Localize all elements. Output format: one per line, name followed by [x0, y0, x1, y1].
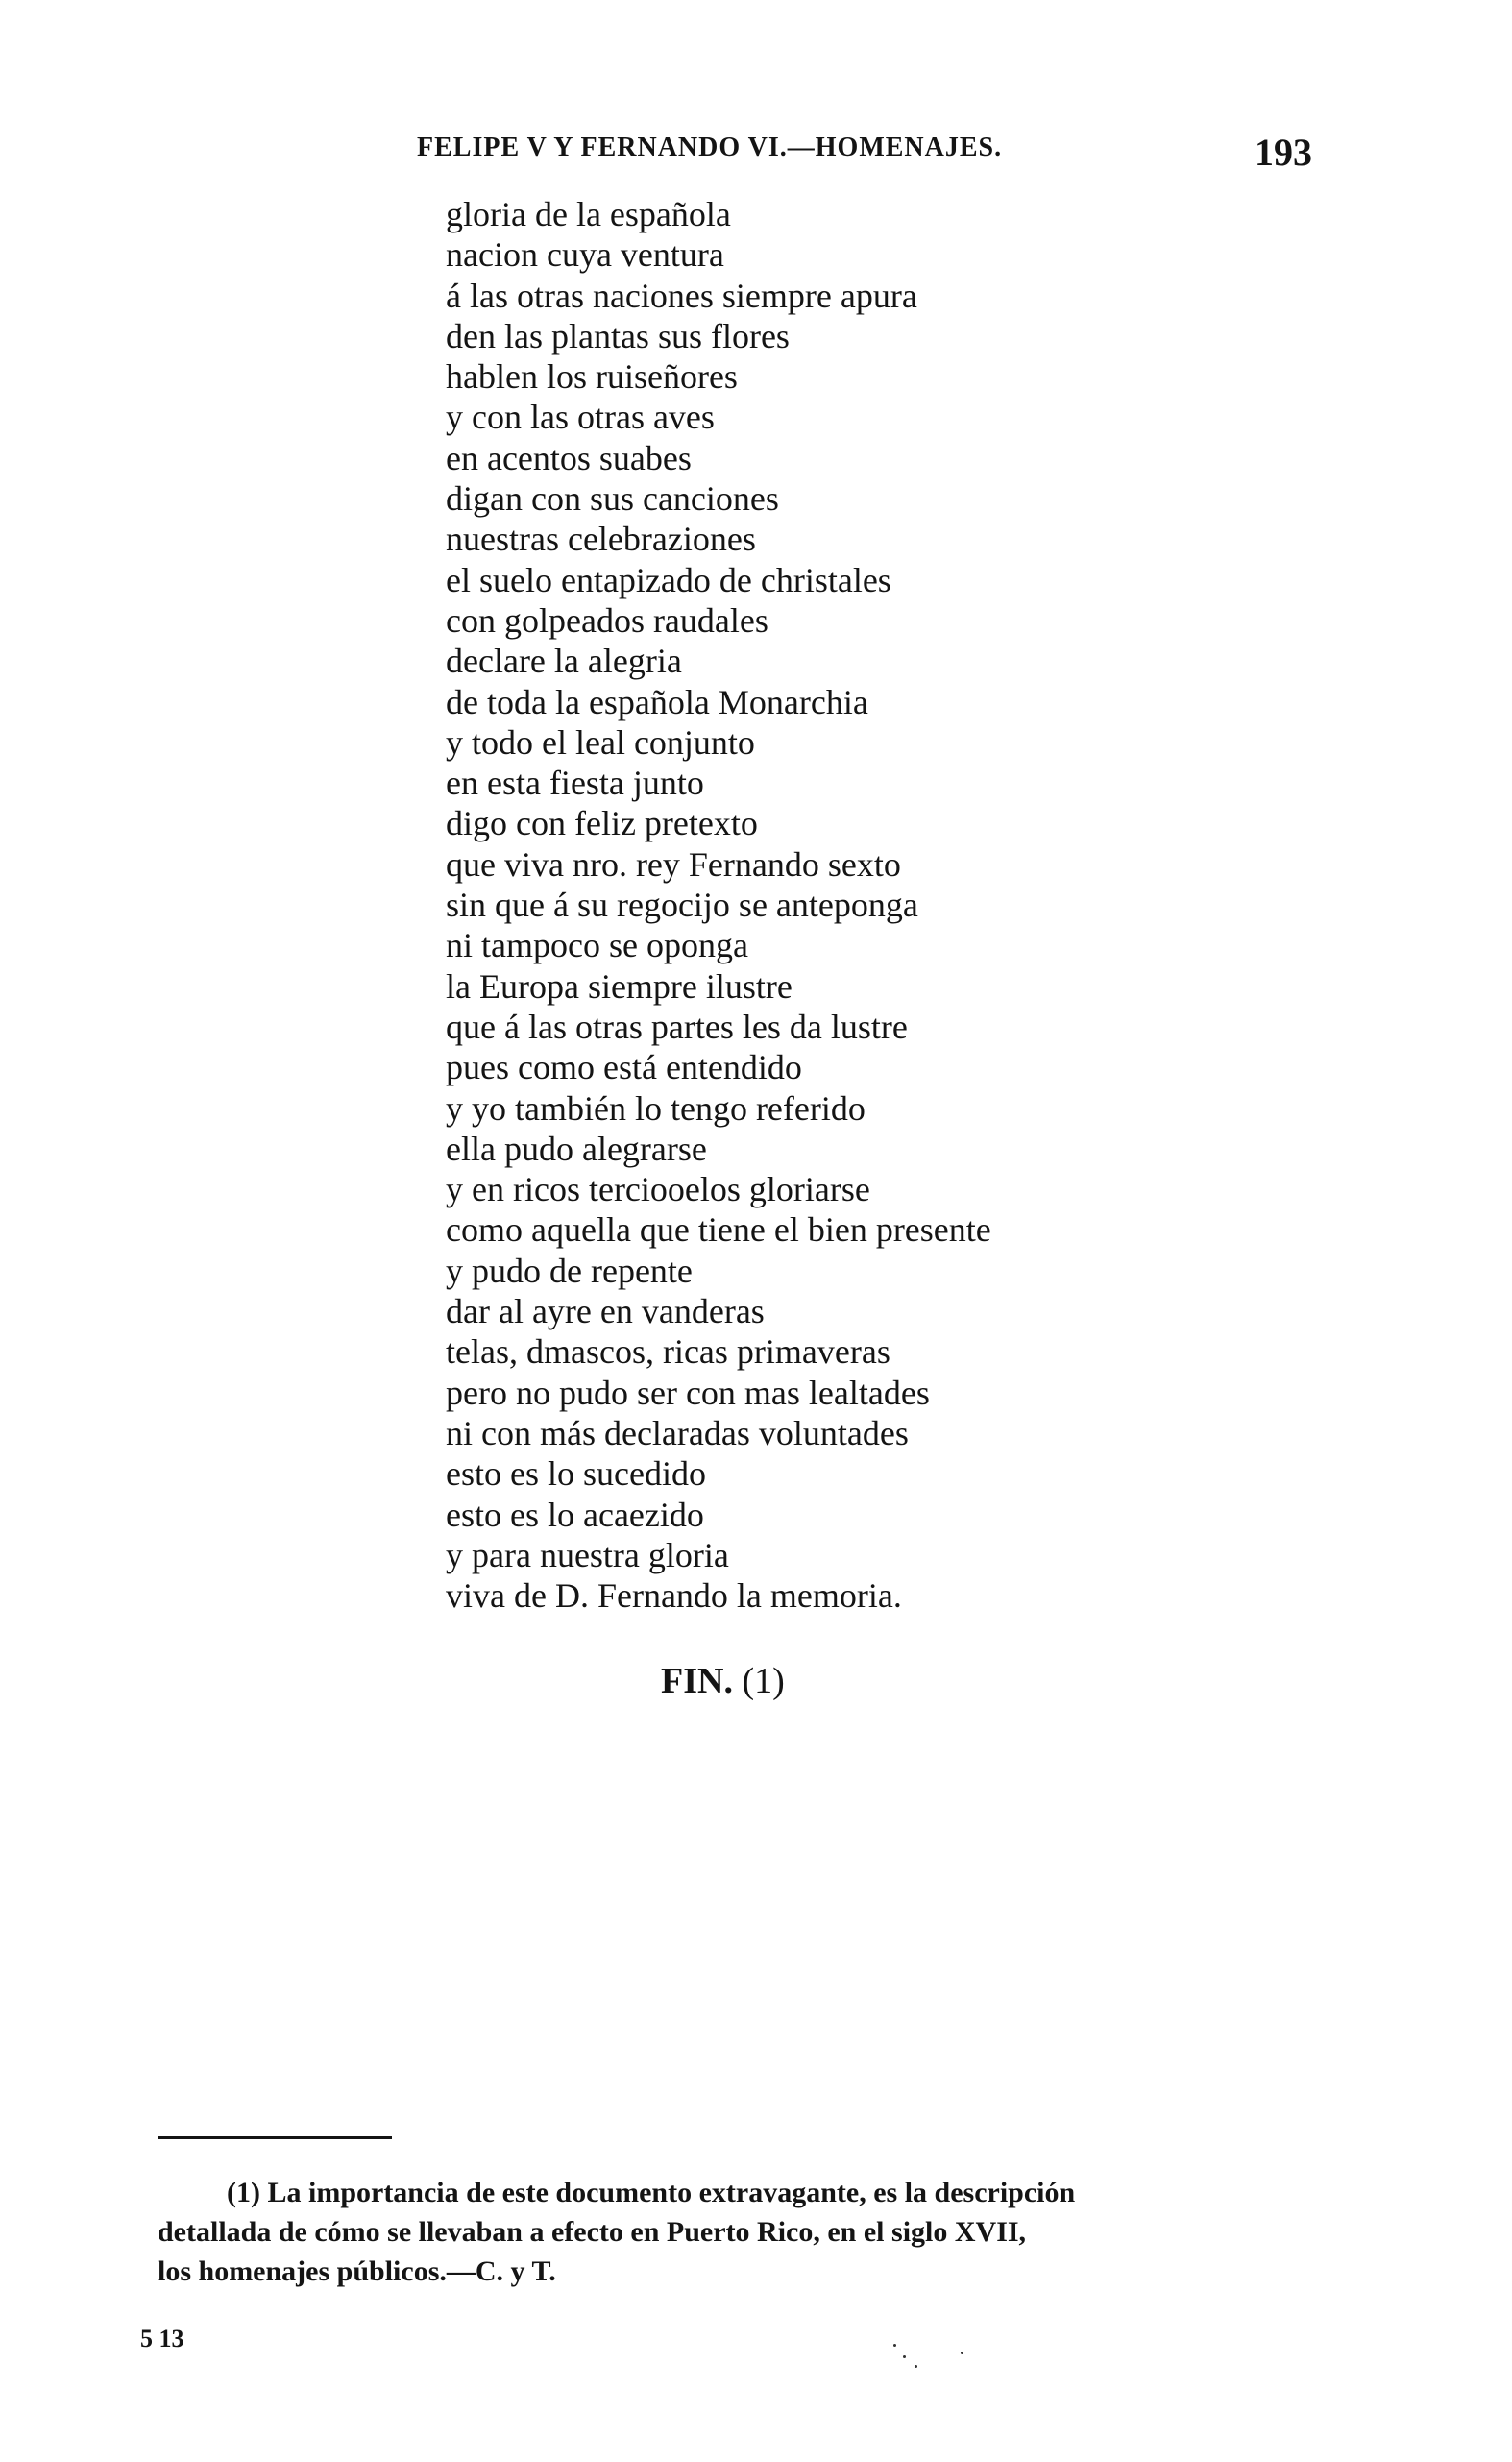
poem-line: que viva nro. rey Fernando sexto: [446, 844, 901, 884]
ink-speck: [961, 2352, 963, 2354]
poem-line: viva de D. Fernando la memoria.: [446, 1576, 902, 1616]
poem-line: ni con más declaradas voluntades: [446, 1413, 909, 1452]
fin-line: [661, 1660, 785, 1702]
poem-line: sin que á su regocijo se anteponga: [446, 886, 918, 925]
poem-line: dar al ayre en vanderas: [446, 1292, 765, 1331]
poem-line: y en ricos terciooelos gloriarse: [446, 1170, 870, 1209]
poem-line: esto es lo acaezido: [446, 1495, 704, 1534]
ink-speck: [915, 2365, 917, 2368]
poem-line: hablen los ruiseñores: [446, 357, 738, 397]
poem-line: telas, dmascos, ricas primaveras: [446, 1332, 890, 1372]
poem-line: nuestras celebraziones: [446, 520, 756, 559]
poem-line: en esta fiesta junto: [446, 764, 704, 803]
poem-line: la Europa siempre ilustre: [446, 966, 793, 1006]
poem-line: y todo el leal conjunto: [446, 722, 755, 762]
poem-line: á las otras naciones siempre apura: [446, 276, 917, 315]
footnote-line: detallada de cómo se llevaban a efecto en Puerto Rico, en el siglo XVII,: [158, 2216, 1027, 2248]
printer-signature-mark: 5 13: [140, 2325, 184, 2352]
footnote-rule: [158, 2136, 392, 2139]
poem-line: digan con sus canciones: [446, 479, 779, 519]
poem-line: y pudo de repente: [446, 1251, 693, 1290]
poem-line: en acentos suabes: [446, 438, 692, 477]
poem-line: ella pudo alegrarse: [446, 1129, 707, 1168]
page-number: 193: [1255, 131, 1312, 174]
poem-line: que á las otras partes les da lustre: [446, 1007, 908, 1046]
poem-line: nacion cuya ventura: [446, 235, 724, 275]
poem-line: gloria de la española: [446, 195, 731, 233]
poem-line: el suelo entapizado de christales: [446, 560, 891, 599]
poem-line: pues como está entendido: [446, 1048, 802, 1087]
running-title: FELIPE V Y FERNANDO VI.—HOMENAJES.: [417, 133, 1003, 162]
footnote-reference: (1): [742, 1661, 785, 1701]
poem-line: den las plantas sus flores: [446, 316, 790, 355]
poem-line: de toda la española Monarchia: [446, 682, 868, 721]
poem-line: declare la alegria: [446, 642, 682, 681]
poem-line: esto es lo sucedido: [446, 1454, 706, 1494]
poem-line: digo con feliz pretexto: [446, 804, 758, 843]
poem: [446, 194, 1406, 1616]
fin-word: FIN.: [661, 1661, 733, 1701]
poem-line: con golpeados raudales: [446, 600, 768, 640]
poem-line: pero no pudo ser con mas lealtades: [446, 1373, 930, 1412]
ink-speck: [893, 2344, 896, 2347]
footnote-line: los homenajes públicos.—C. y T.: [158, 2255, 556, 2287]
poem-line: y yo también lo tengo referido: [446, 1088, 866, 1128]
poem-line: como aquella que tiene el bien presente: [446, 1210, 991, 1250]
poem-line: ni tampoco se oponga: [446, 926, 748, 965]
poem-line: y con las otras aves: [446, 398, 715, 437]
footnote-line: (1) La importancia de este documento extravagante, es la descripción: [227, 2177, 1076, 2208]
poem-line: y para nuestra gloria: [446, 1535, 729, 1574]
footnote: [158, 2173, 1349, 2291]
ink-speck: [903, 2355, 906, 2358]
